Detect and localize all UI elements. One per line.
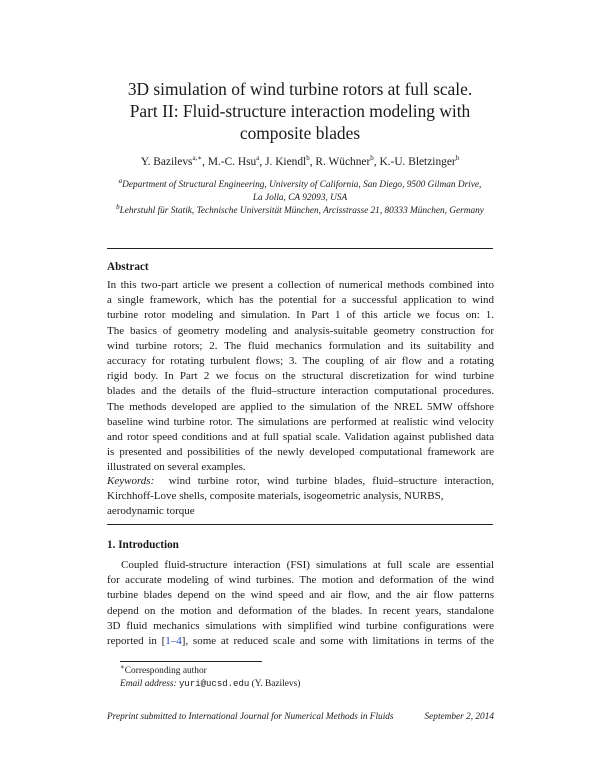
keywords-block [107, 474, 494, 520]
author: M.-C. Hsu [207, 156, 257, 168]
intro-line: 3D fluid mechanics simulations with simplified wind turbine configurations were [107, 619, 494, 632]
abstract-line: accuracy for rotating turbulent flows; 3. The coupling of air flow and a rotating [107, 355, 494, 368]
intro-line: turbine blades depend on the wind speed and air flow, and the air flow patterns [107, 589, 494, 602]
keywords-line: aerodynamic torque [107, 505, 195, 518]
abstract-heading: Abstract [107, 261, 149, 273]
keywords-line [107, 474, 494, 489]
author-mark: b [306, 154, 310, 163]
abstract-line: In this two-part article we present a collection of numerical methods combined into [107, 279, 494, 291]
affiliation-b [0, 202, 600, 216]
abstract-line: wind turbine rotors; 2. The fluid mechanics formulation and its suitability and [107, 339, 494, 352]
author: K.-U. Bletzinger [379, 156, 456, 168]
abstract-line: The methods developed are applied to the simulation of the NREL 5MW offshore [107, 400, 494, 413]
author: Y. Bazilevs [140, 156, 193, 168]
affiliation-text: Lehrstuhl für Statik, Technische Universität München, Arcisstrasse 21, 80333 München, Germany [119, 206, 484, 216]
footnote-mark: ∗ [120, 662, 125, 671]
affiliation-mark: b [116, 202, 120, 211]
abstract-line: blades and the details of the fluid–structure interaction computational procedures. [107, 385, 494, 398]
introduction-heading: 1. Introduction [107, 539, 179, 551]
email-owner: (Y. Bazilevs) [251, 678, 301, 689]
paper-title [0, 78, 600, 144]
affiliation-mark: a [118, 176, 123, 185]
intro-line: Coupled fluid-structure interaction (FSI) simulations at full scale are essential [121, 559, 494, 571]
introduction-body [107, 558, 494, 649]
footnote-corresponding [120, 662, 300, 678]
abstract-line: baseline wind turbine rotor. The simulations are performed at realistic wind velocity [107, 415, 494, 428]
abstract-line: rigid body. In Part 2 we focus on the structural discretization for wind turbine [107, 370, 494, 383]
affiliation-text: Department of Structural Engineering, University of California, San Diego, 9500 Gilman Drive, [122, 180, 482, 190]
author-mark: a [256, 154, 260, 163]
citation-link[interactable]: 1–4 [165, 635, 182, 648]
author-mark: a,∗ [192, 154, 203, 163]
intro-line: for accurate modeling of wind turbines. The motion and deformation of the wind [107, 574, 494, 587]
abstract-body [107, 278, 494, 476]
preprint-date: September 2, 2014 [424, 712, 494, 722]
author-mark: b [370, 154, 374, 163]
keywords-line: Kirchhoff-Love shells, composite materials, isogeometric analysis, NURBS, [107, 490, 444, 503]
footnote [120, 662, 301, 690]
title-line-1: 3D simulation of wind turbine rotors at full scale. [127, 79, 473, 99]
footnote-rule [120, 661, 262, 662]
abstract-line: illustrated on several examples. [107, 461, 246, 474]
footnote-text: Corresponding author [124, 666, 207, 676]
preprint-note: Preprint submitted to International Journal for Numerical Methods in Fluids [107, 712, 394, 722]
intro-text: ], some at reduced scale and some with limitations in terms of the [181, 635, 494, 648]
title-line-3: composite blades [239, 123, 361, 143]
author-list: Y. Bazilevs$^{a,∗}$, M.-C. Hsu$^a$, J. Kiendl$^b$, R. Wüchner$^b$, K.-U. Bletzinger$^b$ [140, 154, 460, 168]
intro-text: reported in [ [107, 635, 166, 648]
bottom-divider [107, 524, 493, 525]
abstract-line: and rotor speed conditions and at full spatial scale. Validation against published data [107, 431, 494, 444]
top-divider [107, 248, 493, 249]
keywords-label: Keywords: [107, 475, 155, 487]
abstract-line: turbine rotor modeling and simulation. In Part 1 of this article we focus on: 1. [107, 309, 494, 322]
page-footer [107, 712, 494, 722]
author: J. Kiendl [265, 156, 307, 168]
abstract-line: a single framework, which has the potential for a successful application to wind [107, 294, 494, 307]
footnote-email [120, 678, 300, 691]
email-label: Email address: [120, 678, 177, 689]
title-line-2: Part II: Fluid-structure interaction modeling with [129, 101, 471, 121]
abstract-line: is presented and possibilities of the newly developed computational framework are [107, 446, 494, 459]
abstract-line: The basics of geometry modeling and analysis-suitable geometry construction for [107, 324, 494, 337]
author: R. Wüchner [315, 156, 371, 168]
intro-line: depend on the motion and deformation of the blades. In recent years, standalone [107, 604, 494, 617]
intro-line [107, 634, 494, 649]
affiliation-a-line2: La Jolla, CA 92093, USA [252, 193, 348, 203]
email-link[interactable]: yuri@ucsd.edu [179, 678, 250, 689]
keywords-text: wind turbine rotor, wind turbine blades, fluid–structure interaction, [168, 475, 494, 487]
affiliation-a [0, 176, 600, 190]
author-mark: b [455, 154, 460, 163]
